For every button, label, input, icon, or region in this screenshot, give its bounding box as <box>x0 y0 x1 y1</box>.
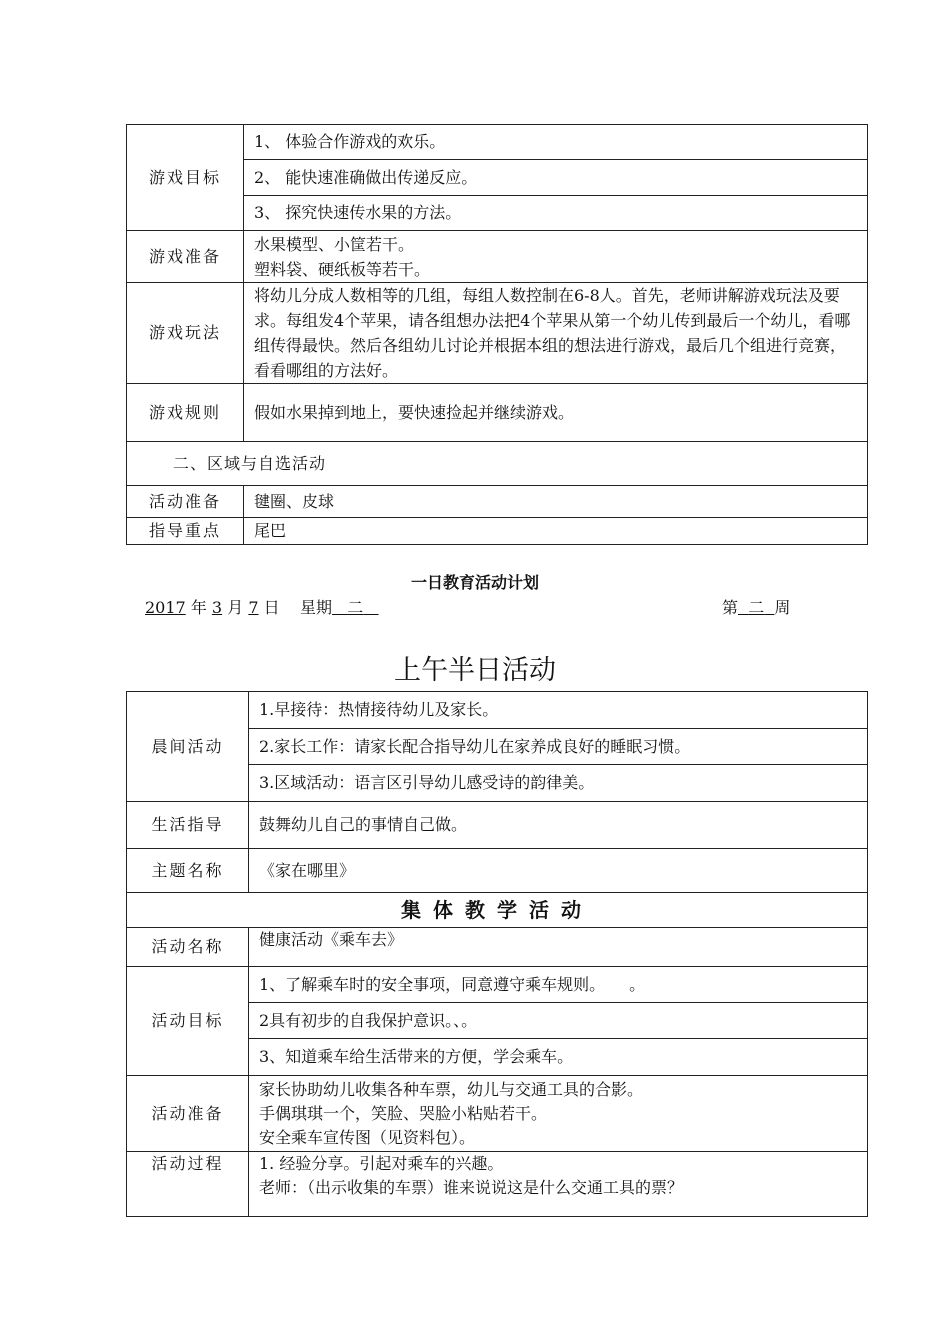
morning-title: 上午半日活动 <box>394 655 556 686</box>
activity-prep-label: 活动准备 <box>127 1076 249 1152</box>
activity-goal-3: 3、知道乘车给生活带来的方便，学会乘车。 <box>249 1039 868 1076</box>
activity-prep-line-3: 安全乘车宣传图（见资料包）。 <box>259 1127 476 1147</box>
theme-text: 《家在哪里》 <box>249 849 868 893</box>
game-table <box>126 124 868 545</box>
game-prep-line-1: 水果模型、小筐若干。 <box>254 234 415 254</box>
date-day-unit: 日 <box>263 598 280 617</box>
date-year: 2017 <box>145 598 186 617</box>
activity-goal-label: 活动目标 <box>127 967 249 1076</box>
activity-process-cell <box>249 1152 868 1217</box>
game-goal-3: 3、 探究快速传水果的方法。 <box>244 196 868 231</box>
week-suffix: 周 <box>774 598 791 617</box>
game-goal-1: 1、 体验合作游戏的欢乐。 <box>244 125 868 160</box>
activity-goal-1: 1、了解乘车时的安全事项，同意遵守乘车规则。 。 <box>249 967 868 1003</box>
game-prep-label: 游戏准备 <box>127 231 244 283</box>
weekday-value: 二 <box>347 598 364 617</box>
morning-table <box>126 691 868 1217</box>
activity-process-label: 活动过程 <box>127 1152 249 1217</box>
theme-label: 主题名称 <box>127 849 249 893</box>
week-prefix: 第 <box>722 598 739 617</box>
region-prep-text: 毽圈、皮球 <box>244 486 868 518</box>
group-teaching-title: 集体教学活动 <box>127 893 868 928</box>
early-item-1: 1.早接待：热情接待幼儿及家长。 <box>249 692 868 729</box>
plan-title: 一日教育活动计划 <box>410 573 539 592</box>
week-number: 二 <box>748 598 765 617</box>
week-line <box>722 595 790 618</box>
life-guide-label: 生活指导 <box>127 802 249 849</box>
date-line <box>145 595 795 618</box>
weekday-label: 星期 <box>299 598 332 617</box>
activity-prep-line-2: 手偶琪琪一个，笑脸、哭脸小粘贴若干。 <box>259 1103 548 1123</box>
region-guide-text: 尾巴 <box>244 518 868 545</box>
game-rule-label: 游戏规则 <box>127 384 244 442</box>
game-play-text: 将幼儿分成人数相等的几组，每组人数控制在6-8人。首先，老师讲解游戏玩法及要求。每组发4个苹果，请各组想办法把4个苹果从第一个幼儿传到最后一个幼儿，看哪组传得最快。然后各组幼儿讨论并根据本组的想法进行游戏，最后几个组进行竞赛，看看哪组的方法好。 <box>244 283 868 384</box>
activity-goal-2: 2具有初步的自我保护意识。、。 <box>249 1003 868 1039</box>
early-item-2: 2.家长工作：请家长配合指导幼儿在家养成良好的睡眠习惯。 <box>249 729 868 765</box>
game-goal-2: 2、 能快速准确做出传递反应。 <box>244 160 868 196</box>
activity-name-label: 活动名称 <box>127 928 249 967</box>
region-guide-label: 指导重点 <box>127 518 244 545</box>
game-prep-line-2: 塑料袋、硬纸板等若干。 <box>254 259 431 279</box>
game-prep-cell <box>244 231 868 283</box>
activity-process-line-1: 1. 经验分享。引起对乘车的兴趣。 <box>259 1154 504 1173</box>
game-play-label: 游戏玩法 <box>127 283 244 384</box>
region-prep-label: 活动准备 <box>127 486 244 518</box>
game-goal-label: 游戏目标 <box>127 125 244 231</box>
game-rule-text: 假如水果掉到地上，要快速捡起并继续游戏。 <box>244 384 868 442</box>
early-activity-label: 晨间活动 <box>127 692 249 802</box>
activity-prep-cell <box>249 1076 868 1152</box>
activity-process-line-2: 老师：（出示收集的车票）谁来说说这是什么交通工具的票？ <box>259 1178 684 1197</box>
date-month: 3 <box>211 598 223 617</box>
early-item-3: 3.区域活动：语言区引导幼儿感受诗的韵律美。 <box>249 765 868 802</box>
activity-prep-line-1: 家长协助幼儿收集各种车票，幼儿与交通工具的合影。 <box>259 1079 644 1099</box>
region-section-title: 二、区域与自选活动 <box>127 442 868 486</box>
activity-name-text: 健康活动《乘车去》 <box>249 928 868 967</box>
date-month-unit: 月 <box>227 598 244 617</box>
date-year-unit: 年 <box>190 598 207 617</box>
date-day: 7 <box>248 598 259 617</box>
life-guide-text: 鼓舞幼儿自己的事情自己做。 <box>249 802 868 849</box>
